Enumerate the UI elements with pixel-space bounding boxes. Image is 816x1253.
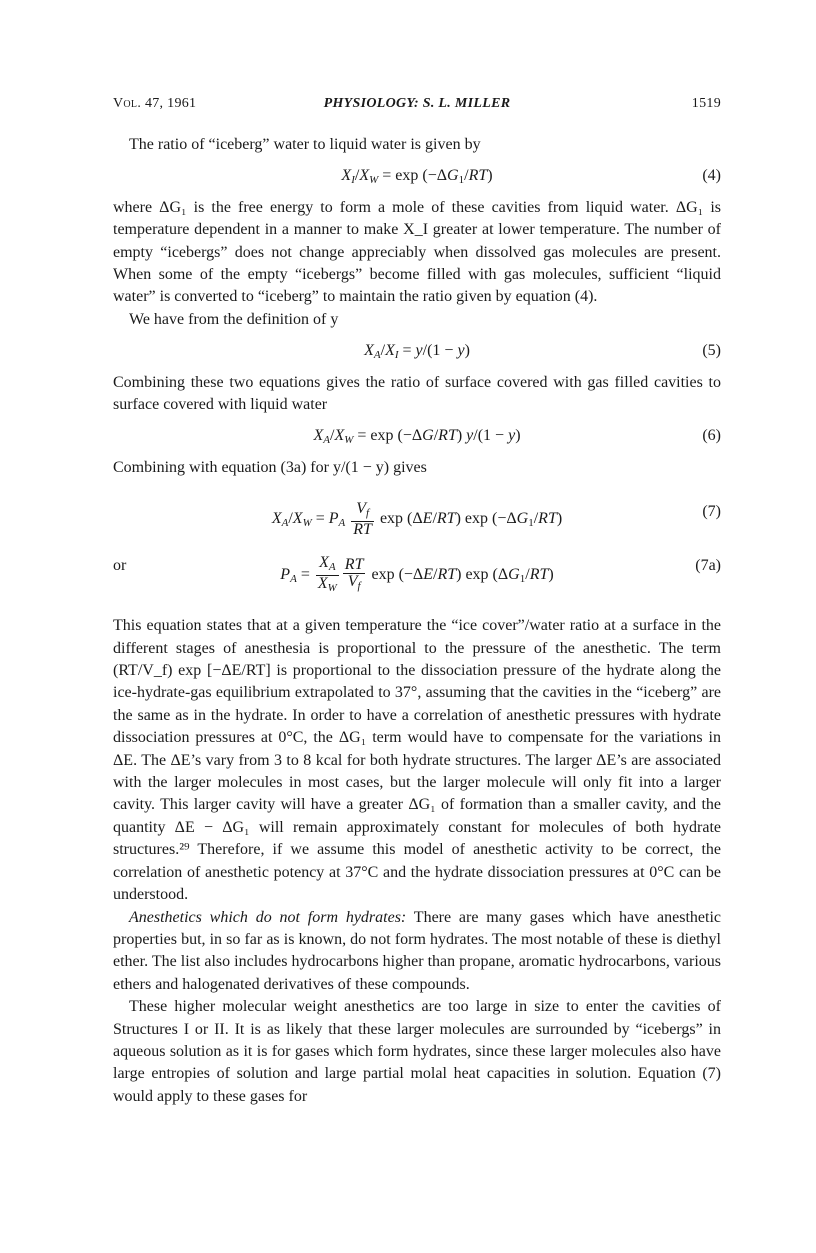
equation-4-body: $X_I/X_W = \exp (-\Delta G_1/RT)$ (341, 167, 493, 187)
paragraph-combining: Combining these two equations gives the ratio of surface covered with gas filled cavities to surface covered with liquid water (113, 373, 721, 414)
equation-4 (113, 165, 721, 187)
equation-7a (113, 543, 721, 595)
equation-7a-or: or (113, 557, 127, 575)
equation-7a-number: (7a) (695, 557, 721, 575)
paragraph-ice-cover: This equation states that at a given temperature the “ice cover”/water ratio at a surface in the different stages of anesthesia is proportional to the pressure of the anesthetic. The term (RT/V_f) exp [−ΔE/RT] is proportional to the dissociation pressure of the hydrate along the ice-hydrate-gas equilibrium extrapolated to 37°, assuming that the cavities in the “iceberg” are the same as in the hydrate. In order to have a correlation of anesthetic pressures with hydrate dissociation pressures at 0°C, the ΔG₁ term would have to compensate for the variations in ΔE. The ΔE’s vary from 3 to 8 kcal for both hydrate structures. The larger ΔE’s are associated with the larger molecules in most cases, but the larger molecule will only fit into a larger cavity. This larger cavity will have a greater ΔG₁ of formation than a smaller cavity, and the quantity ΔE − ΔG₁ will remain approximately constant for molecules of both hydrate structures.²⁹ Therefore, if we assume this model of anesthetic activity to be correct, the correlation of anesthetic potency at 37°C and the hydrate dissociation pressures at 0°C can be understood. (113, 617, 721, 904)
page-number: 1519 (691, 96, 721, 111)
paragraph-non-hydrate-text: There are many gases which have anesthetic properties but, in so far as is known, do not form hydrates. The most notable of these is diethyl ether. The list also includes hydrocarbons higher than propane, aromatic hydrocarbons, various ethers and halogenated derivatives of these compounds. (113, 908, 722, 993)
equation-5-body: $X_A/X_I = y/(1 - y)$ (364, 342, 470, 362)
equation-7a-body: $P_A$ = $\frac{X_A}{X_W}$ $\frac{RT}{V_f}$ exp (−ΔE/RT) $\exp (\Delta G_1/RT)$ (280, 554, 554, 595)
paragraph-free-energy: where ΔG₁ is the free energy to form a mole of these cavities from liquid water. ΔG₁ is temperature dependent in a manner to make X_I greater at lower temperature. The number of empty “icebergs” does not change appreciably when dissolved gas molecules are present. When some of the empty “icebergs” become filled with gas molecules, sufficient “liquid water” is converted to “iceberg” to maintain the ratio given by equation (4). (113, 198, 721, 306)
paragraph-combining-3a: Combining with equation (3a) for y/(1 − y) gives (113, 458, 427, 476)
equation-7-number: (7) (702, 503, 721, 521)
page (113, 94, 721, 1108)
volume-year: Vol. 47, 1961 (113, 96, 197, 111)
equation-6-number: (6) (702, 427, 721, 445)
equation-7 (113, 491, 721, 539)
equation-5-number: (5) (702, 342, 721, 360)
paragraph-non-hydrate-anesthetics (113, 907, 721, 997)
paragraph-higher-molecular-weight: These higher molecular weight anesthetics are too large in size to enter the cavities of Structures I or II. It is as likely that these larger molecules are surrounded by “icebergs” in aqueous solution as it is for gases which form hydrates, since these larger molecules also have large entropies of solution and large partial molal heat capacities in solution. Equation (7) would apply to these gases for (113, 998, 721, 1105)
equation-6 (113, 425, 721, 447)
equation-6-body: $X_A/X_W = \exp (-\Delta G/RT) y/(1 - y)$ (313, 427, 521, 447)
intro-paragraph: The ratio of “iceberg” water to liquid water is given by (129, 136, 481, 153)
section-heading-inline: Anesthetics which do not form hydrates: (129, 908, 407, 926)
equation-7-body: $X_A/X_W = P_A$ $\frac{V_f}{RT}$ exp (ΔE/RT) $\exp (-\Delta G_1/RT)$ (271, 500, 563, 539)
equation-4-number: (4) (702, 167, 721, 185)
running-header (113, 94, 721, 114)
equation-5 (113, 340, 721, 362)
paragraph-definition-y: We have from the definition of y (129, 310, 339, 328)
running-title: PHYSIOLOGY: S. L. MILLER (323, 96, 511, 111)
